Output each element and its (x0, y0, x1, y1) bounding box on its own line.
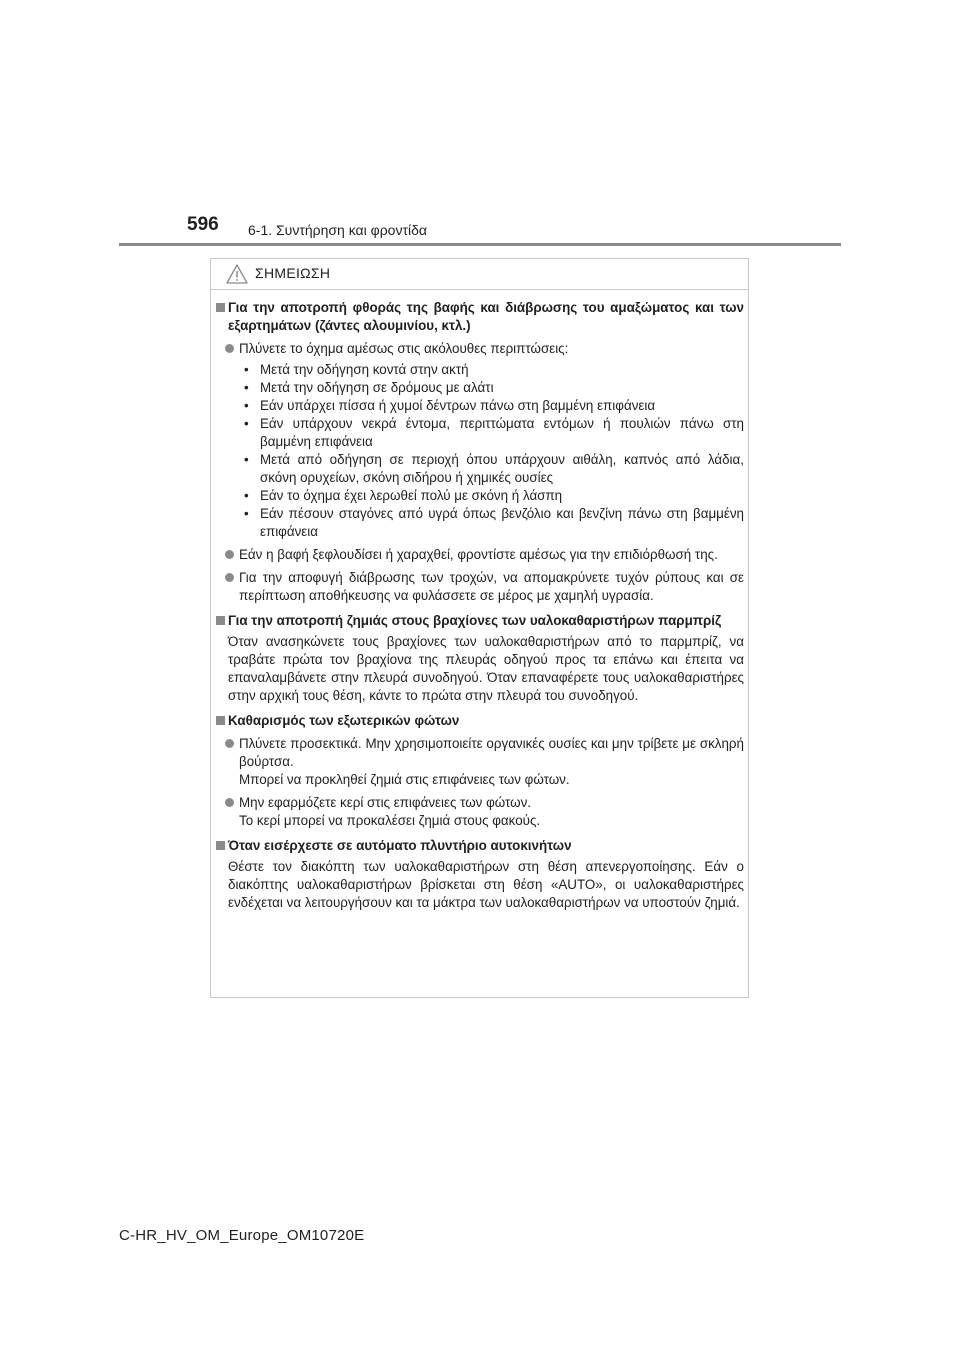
bullet-note: Το κερί μπορεί να προκαλέσει ζημιά στους φακούς. (239, 813, 541, 828)
bullet-body (239, 735, 744, 789)
circle-bullet-icon (225, 798, 234, 807)
bullet-text: Μην εφαρμόζετε κερί στις επιφάνειες των φώτων. (239, 795, 532, 810)
sub-bullet-icon: • (244, 416, 249, 431)
heading-text: Για την αποτροπή φθοράς της βαφής και διάβρωσης του αμαξώματος και των εξαρτημάτων (ζάντες αλουμινίου, κτλ.) (228, 300, 744, 333)
sub-item (244, 361, 744, 379)
list-item (225, 794, 744, 830)
bullet-text: Εάν η βαφή ξεφλουδίσει ή χαραχθεί, φροντίστε αμέσως για την επιδιόρθωσή της. (239, 547, 718, 562)
bullet-text: Για την αποφυγή διάβρωσης των τροχών, να απομακρύνετε τυχόν ρύπους και σε περίπτωση αποθήκευσης να φυλάσσετε σε μέρος με χαμηλή υγρασία. (239, 570, 744, 603)
sub-item (244, 415, 744, 451)
list-item (225, 735, 744, 789)
sub-item-text: Μετά την οδήγηση σε δρόμους με αλάτι (260, 380, 494, 395)
sub-bullet-icon: • (244, 506, 249, 521)
sub-item-text: Εάν το όχημα έχει λερωθεί πολύ με σκόνη ή λάσπη (260, 488, 563, 503)
sub-bullet-icon: • (244, 380, 249, 395)
section-title: 6-1. Συντήρηση και φροντίδα (248, 222, 427, 238)
section-heading (216, 837, 744, 855)
bullet-text: Πλύνετε προσεκτικά. Μην χρησιμοποιείτε οργανικές ουσίες και μην τρίβετε με σκληρή βούρτσα. (239, 736, 744, 769)
bullet-body (239, 794, 744, 830)
square-bullet-icon (216, 616, 225, 625)
section-heading (216, 612, 744, 630)
circle-bullet-icon (225, 550, 234, 559)
sub-item (244, 487, 744, 505)
sub-item-text: Εάν πέσουν σταγόνες από υγρά όπως βενζόλιο και βενζίνη πάνω στη βαμμένη επιφάνεια (260, 506, 744, 539)
notice-content (216, 299, 744, 912)
circle-bullet-icon (225, 344, 234, 353)
paragraph: Θέστε τον διακόπτη των υαλοκαθαριστήρων στη θέση απενεργοποίησης. Εάν ο διακόπτης υαλοκαθαριστήρων βρίσκεται στη θέση «AUTO», οι υαλοκαθαριστήρες ενδέχεται να λειτουργήσουν και τα μάκτρα των υαλοκαθαριστήρων να υποστούν ζημιά. (228, 859, 744, 910)
heading-text: Για την αποτροπή ζημιάς στους βραχίονες των υαλοκαθαριστήρων παρμπρίζ (228, 613, 722, 628)
sub-item-text: Μετά από οδήγηση σε περιοχή όπου υπάρχουν αιθάλη, καπνός από λάδια, σκόνη ορυχείων, σκόνη σιδήρου ή χημικές ουσίες (260, 452, 744, 485)
heading-text: Όταν εισέρχεστε σε αυτόματο πλυντήριο αυτοκινήτων (228, 838, 572, 853)
sub-item (244, 397, 744, 415)
page-number: 596 (187, 214, 219, 235)
list-item (225, 340, 744, 358)
sub-item-text: Εάν υπάρχουν νεκρά έντομα, περιττώματα εντόμων ή πουλιών πάνω στη βαμμένη επιφάνεια (260, 416, 744, 449)
square-bullet-icon (216, 841, 225, 850)
warning-triangle-icon (226, 264, 248, 284)
list-item (225, 569, 744, 605)
bullet-note: Μπορεί να προκληθεί ζημιά στις επιφάνειες των φώτων. (239, 772, 570, 787)
sub-item (244, 451, 744, 487)
section-heading (216, 299, 744, 335)
sub-item (244, 505, 744, 541)
list-item (225, 546, 744, 564)
square-bullet-icon (216, 716, 225, 725)
notice-box (210, 258, 749, 998)
sub-item-text: Μετά την οδήγηση κοντά στην ακτή (260, 362, 469, 377)
sub-bullet-icon: • (244, 362, 249, 377)
circle-bullet-icon (225, 573, 234, 582)
bullet-text: Πλύνετε το όχημα αμέσως στις ακόλουθες περιπτώσεις: (239, 341, 569, 356)
heading-text: Καθαρισμός των εξωτερικών φώτων (228, 713, 460, 728)
paragraph: Όταν ανασηκώνετε τους βραχίονες των υαλοκαθαριστήρων από το παρμπρίζ, να τραβάτε πρώτα τον βραχίονα της πλευράς οδηγού προς τα επάνω και έπειτα να επαναλαμβάνετε στην πλευρά συνοδηγού. Όταν επαναφέρετε τους υαλοκαθαριστήρες στην αρχική τους θέση, κάντε το πρώτα στην πλευρά του συνοδηγού. (228, 634, 744, 703)
sub-bullet-icon: • (244, 398, 249, 413)
notice-header (211, 259, 748, 290)
document-code: C-HR_HV_OM_Europe_OM10720E (119, 1227, 365, 1244)
notice-title: ΣΗΜΕΙΩΣΗ (255, 265, 331, 281)
sub-item (244, 379, 744, 397)
sub-bullet-icon: • (244, 452, 249, 467)
sub-list (216, 361, 744, 541)
section-heading (216, 712, 744, 730)
circle-bullet-icon (225, 739, 234, 748)
square-bullet-icon (216, 303, 225, 312)
header-rule (119, 243, 841, 246)
sub-item-text: Εάν υπάρχει πίσσα ή χυμοί δέντρων πάνω στη βαμμένη επιφάνεια (260, 398, 656, 413)
sub-bullet-icon: • (244, 488, 249, 503)
